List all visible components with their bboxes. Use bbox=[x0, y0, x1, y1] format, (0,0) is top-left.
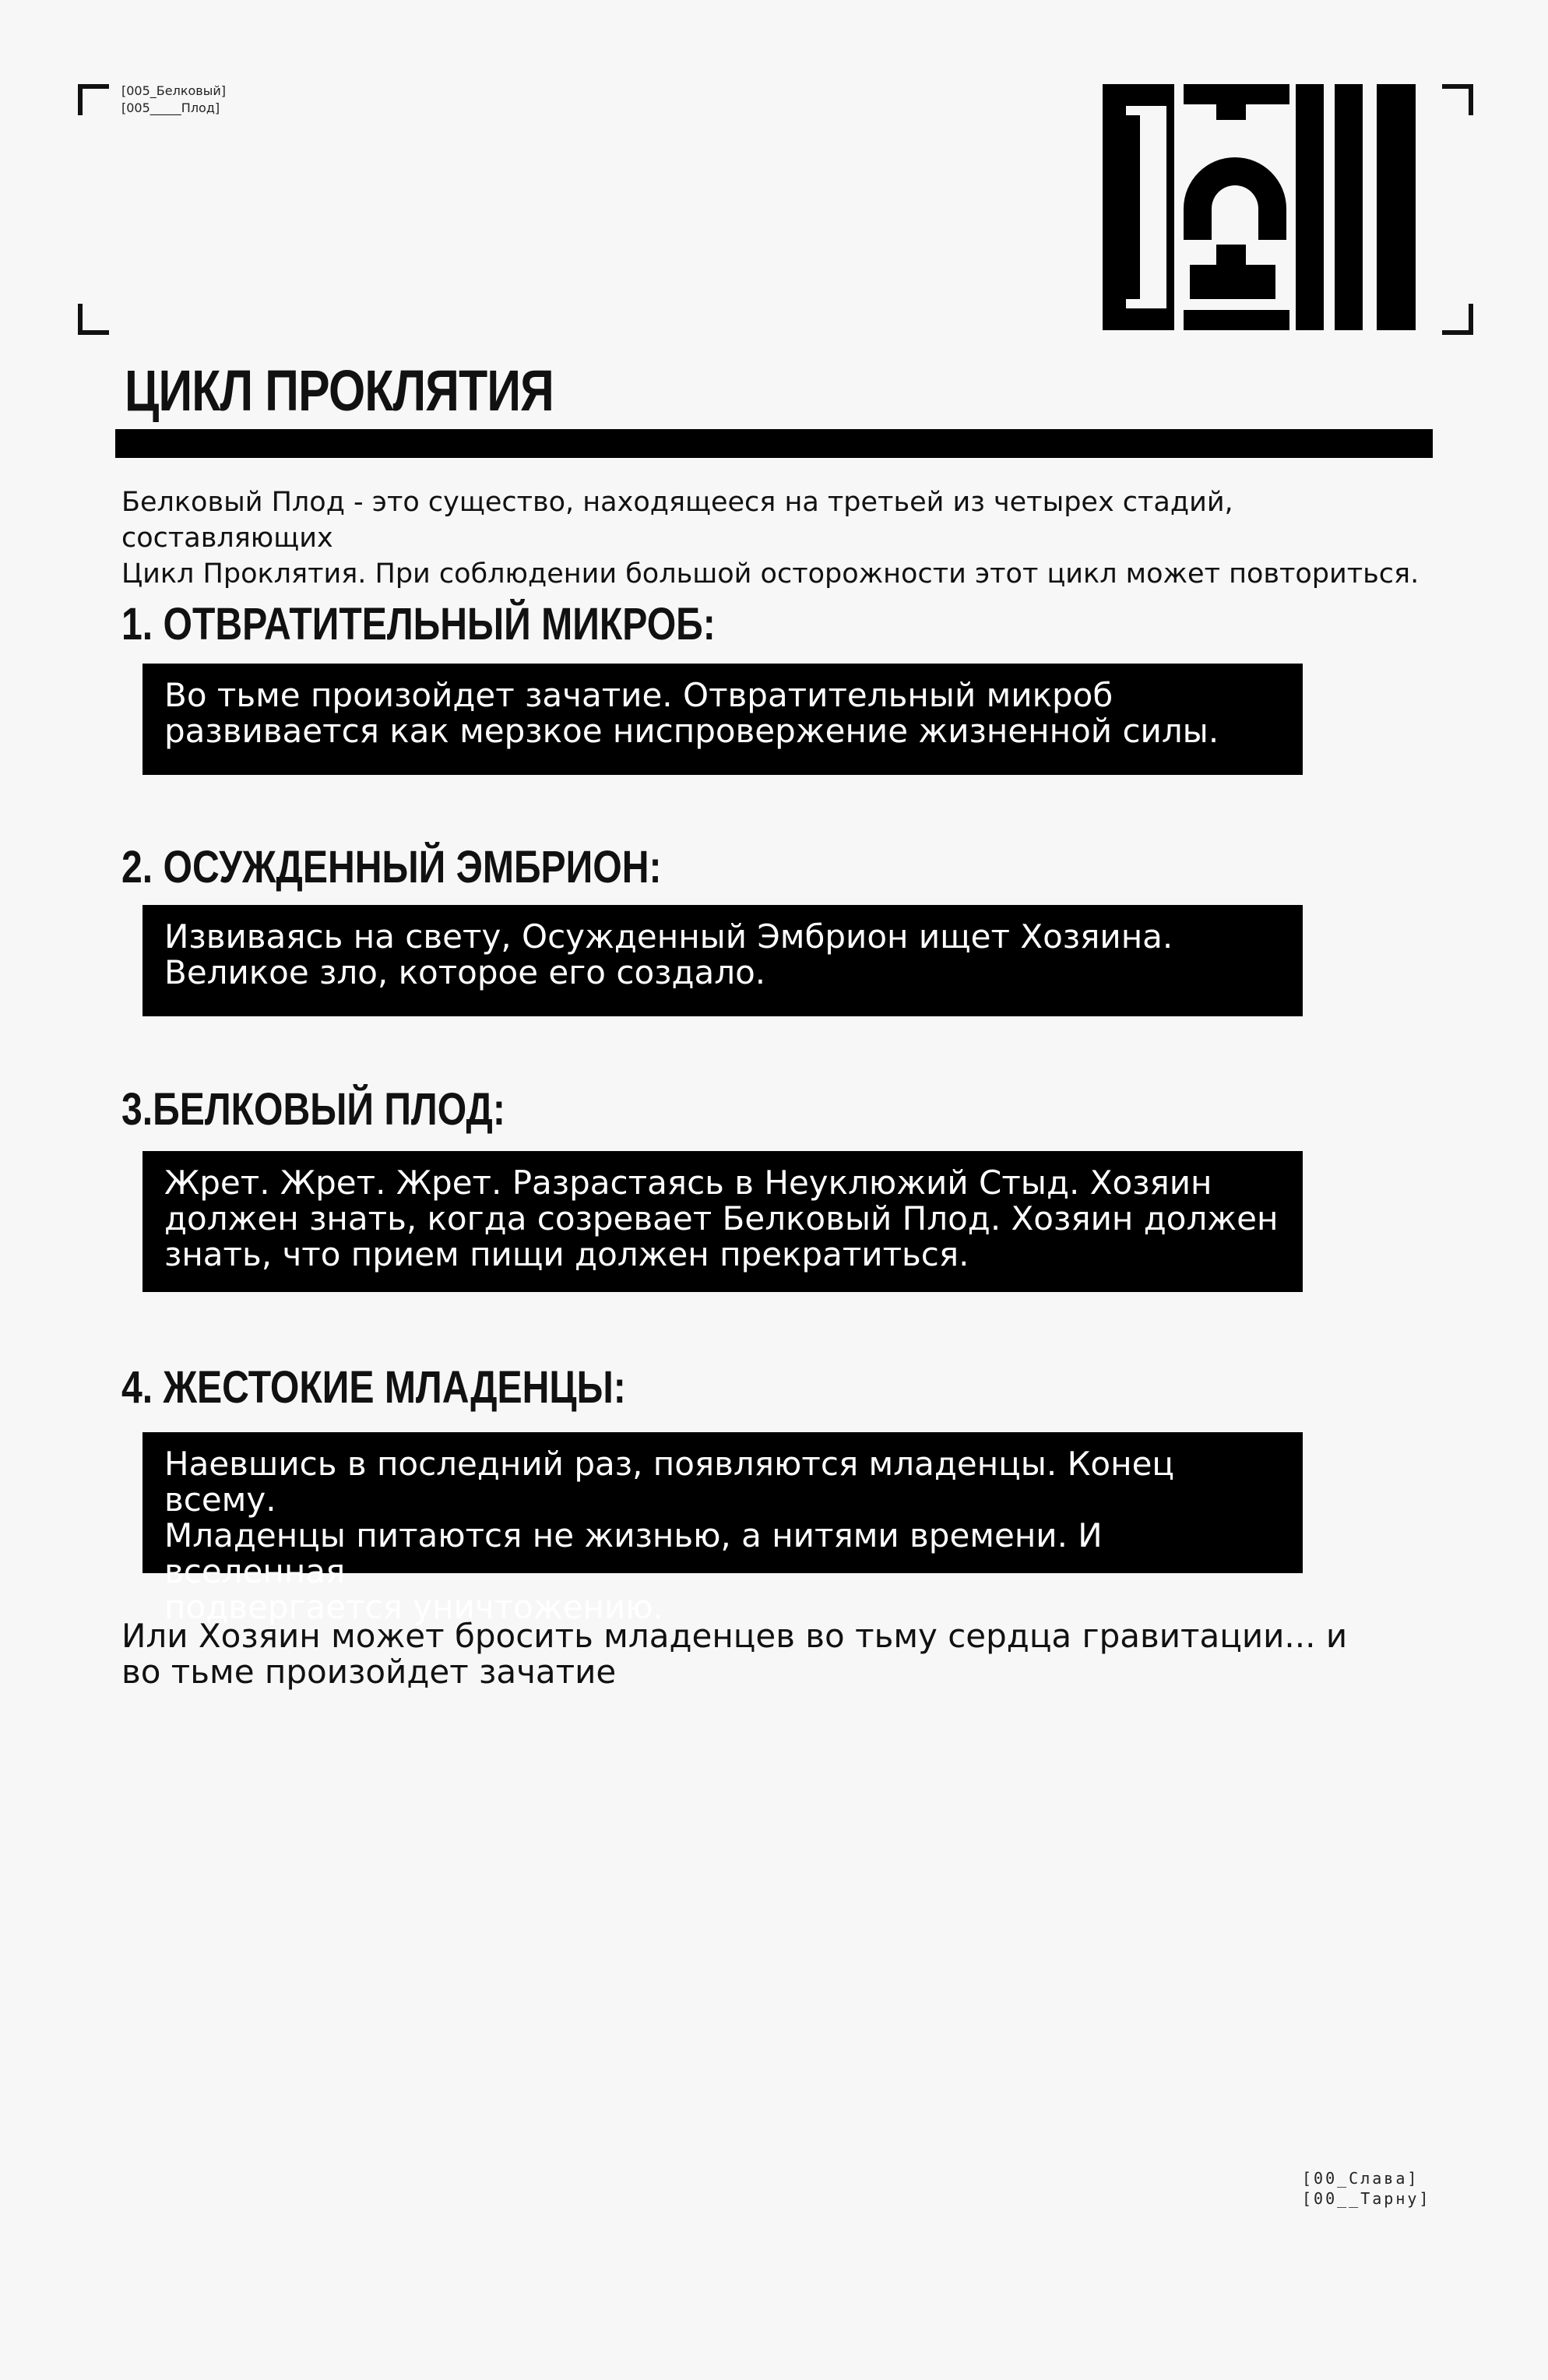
stage-description-box bbox=[142, 905, 1303, 1016]
header-code bbox=[121, 83, 226, 117]
stage-description-line: подвергается уничтожению. bbox=[164, 1588, 663, 1626]
stage-description-line: Во тьме произойдет зачатие. Отвратительный микроб bbox=[164, 676, 1114, 714]
corner-bracket-top-left bbox=[78, 84, 109, 115]
page-title: ЦИКЛ ПРОКЛЯТИЯ bbox=[125, 358, 554, 423]
stage-description-line: Извиваясь на свету, Осужденный Эмбрион ищет Хозяина. bbox=[164, 917, 1173, 956]
header-code-line: [005_Белковый] bbox=[121, 83, 226, 98]
stage-heading: 1. ОТВРАТИТЕЛЬНЫЙ МИКРОБ: bbox=[121, 599, 716, 650]
stage-description-line: развивается как мерзкое ниспровержение жизненной силы. bbox=[164, 712, 1219, 750]
corner-bracket-bottom-left bbox=[78, 304, 109, 335]
footer-code-line: [00__Тарну] bbox=[1302, 2189, 1431, 2208]
corner-bracket-bottom-right bbox=[1442, 304, 1473, 335]
stage-description-line: знать, что прием пищи должен прекратиться. bbox=[164, 1235, 969, 1273]
stage-description-line: Наевшись в последний раз, появляются младенцы. Конец всему. bbox=[164, 1445, 1175, 1519]
stage-description-line: Жрет. Жрет. Жрет. Разрастаясь в Неуклюжий Стыд. Хозяин bbox=[164, 1164, 1212, 1202]
corner-bracket-top-right bbox=[1442, 84, 1473, 115]
stage-heading: 2. ОСУЖДЕННЫЙ ЭМБРИОН: bbox=[121, 842, 662, 892]
stage-heading: 4. ЖЕСТОКИЕ МЛАДЕНЦЫ: bbox=[121, 1362, 626, 1413]
stage-description-box bbox=[142, 1432, 1303, 1626]
footer-code-line: [00_Слава] bbox=[1302, 2169, 1420, 2188]
closing-line: Или Хозяин может бросить младенцев во тьму сердца гравитации... и bbox=[121, 1617, 1348, 1655]
stage-description-line: должен знать, когда созревает Белковый Плод. Хозяин должен bbox=[164, 1199, 1279, 1238]
curse-cycle-emblem-icon bbox=[1103, 84, 1416, 330]
intro-line: Белковый Плод - это существо, находящееся на третьей из четырех стадий, составляющих bbox=[121, 487, 1233, 554]
title-underline-bar bbox=[115, 429, 1433, 458]
intro-paragraph bbox=[121, 484, 1445, 592]
header-code-line: [005_____Плод] bbox=[121, 100, 220, 115]
closing-paragraph bbox=[121, 1618, 1445, 1690]
stage-heading: 3.БЕЛКОВЫЙ ПЛОД: bbox=[121, 1084, 505, 1135]
stage-description-box bbox=[142, 1151, 1303, 1292]
stage-description-line: Великое зло, которое его создало. bbox=[164, 953, 766, 991]
stage-description-box bbox=[142, 664, 1303, 775]
closing-line: во тьме произойдет зачатие bbox=[121, 1653, 617, 1691]
intro-line: Цикл Проклятия. При соблюдении большой осторожности этот цикл может повториться. bbox=[121, 558, 1420, 590]
footer-code bbox=[1302, 2168, 1430, 2209]
stage-description-line: Младенцы питаются не жизнью, а нитями времени. И вселенная bbox=[164, 1516, 1103, 1590]
